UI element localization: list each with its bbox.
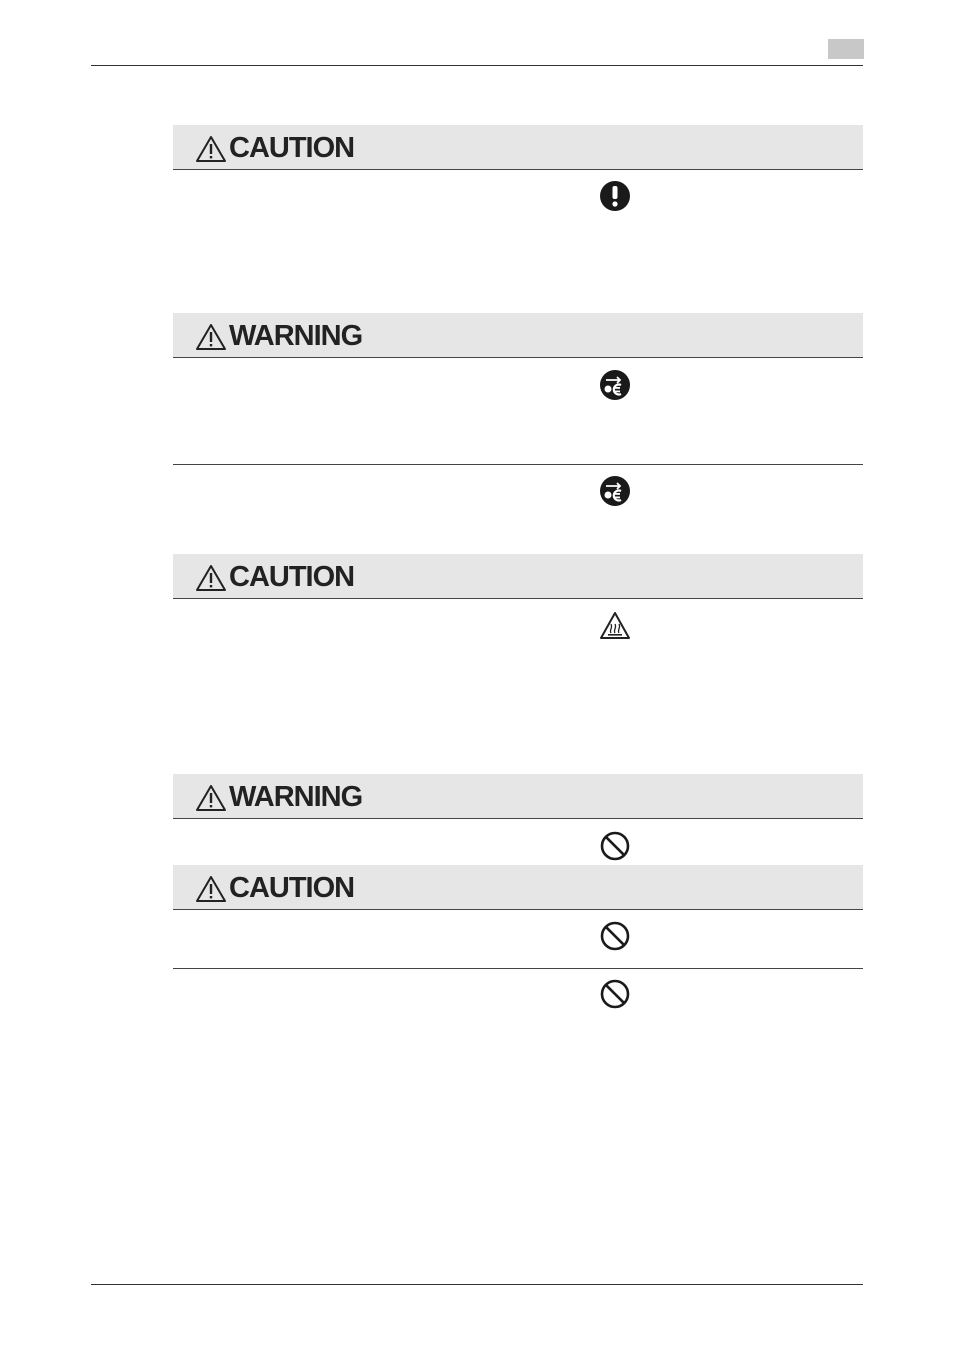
warning-label: WARNING	[229, 781, 363, 813]
warning-triangle-icon	[195, 135, 227, 163]
warning-triangle-icon	[195, 784, 227, 812]
caution-label: CAUTION	[229, 561, 355, 593]
hot-surface-icon	[599, 610, 631, 642]
warning-triangle-icon	[195, 323, 227, 351]
unplug-power-icon	[599, 369, 631, 401]
footer-rule	[91, 1284, 863, 1285]
warning-triangle-icon	[195, 875, 227, 903]
prohibited-icon	[599, 830, 631, 862]
warning-header	[173, 774, 863, 819]
prohibited-icon	[599, 920, 631, 952]
row-divider	[173, 968, 863, 969]
warning-label: WARNING	[229, 320, 363, 352]
header-rule	[91, 65, 863, 66]
mandatory-action-icon	[599, 180, 631, 212]
warning-header	[173, 313, 863, 358]
caution-header	[173, 125, 863, 170]
caution-label: CAUTION	[229, 132, 355, 164]
caution-label: CAUTION	[229, 872, 355, 904]
caution-header	[173, 554, 863, 599]
caution-header	[173, 865, 863, 910]
unplug-power-icon	[599, 475, 631, 507]
prohibited-icon	[599, 978, 631, 1010]
chapter-tab	[828, 39, 864, 59]
row-divider	[173, 464, 863, 465]
warning-triangle-icon	[195, 564, 227, 592]
